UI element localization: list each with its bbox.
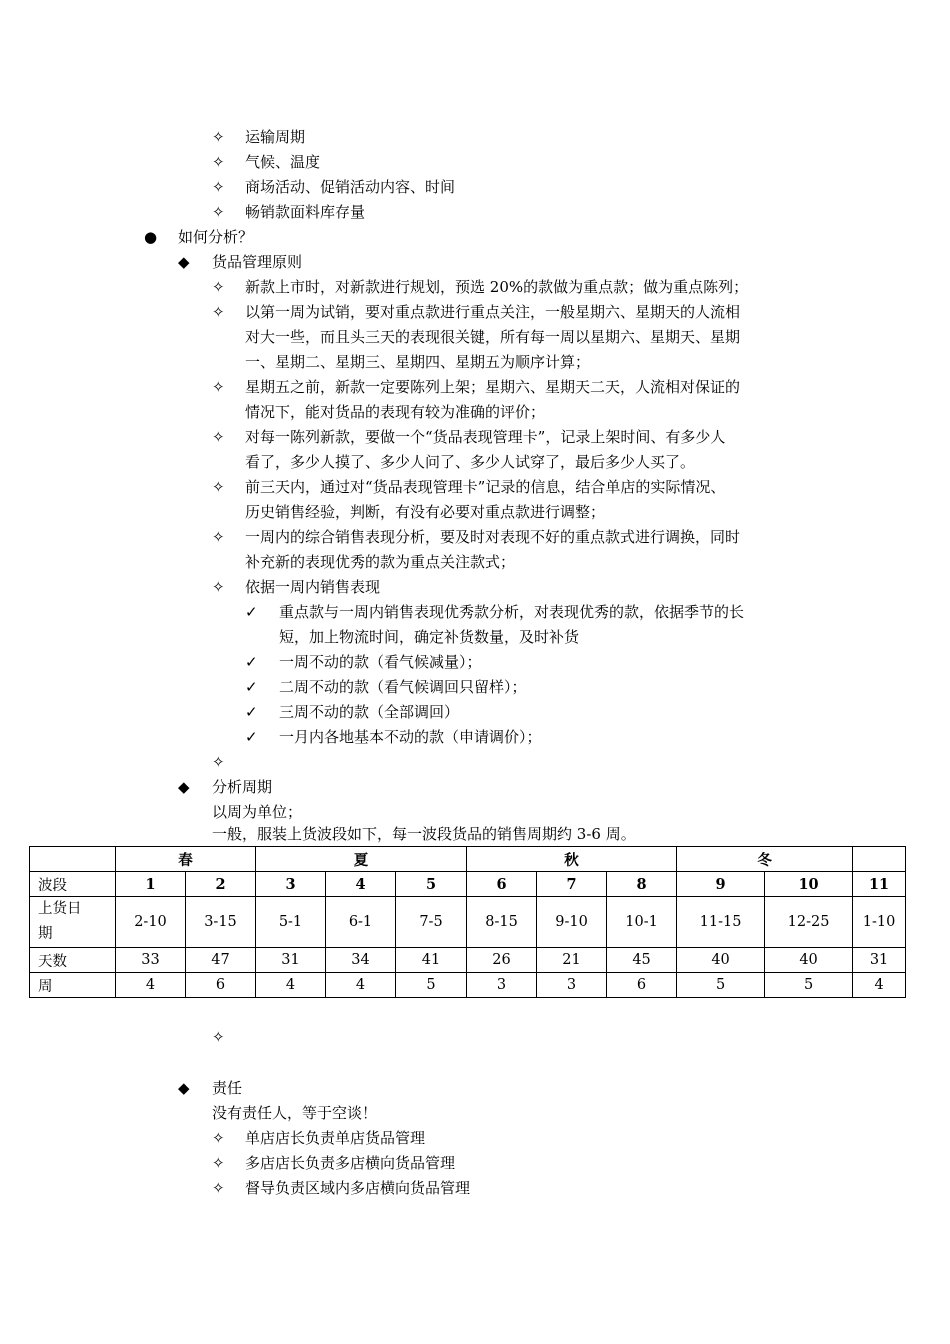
- table-cell-empty: [30, 847, 116, 872]
- row-label-days: 天数: [30, 948, 116, 973]
- circle-bullet-icon: ●: [144, 228, 158, 246]
- season-winter: 冬: [677, 847, 853, 872]
- diamond-bullet-icon: ◆: [178, 1079, 190, 1097]
- weeks-cell: 6: [607, 973, 677, 998]
- season-autumn: 秋: [467, 847, 677, 872]
- weeks-cell: 5: [396, 973, 467, 998]
- weeks-cell: 4: [853, 973, 906, 998]
- weeks-cell: 5: [677, 973, 765, 998]
- star-bullet-icon: ✧: [212, 178, 225, 196]
- days-cell: 40: [765, 948, 853, 973]
- season-spring: 春: [116, 847, 256, 872]
- date-cell: 3-15: [186, 897, 256, 948]
- wave-row: [30, 872, 906, 897]
- weeks-cell: 4: [326, 973, 396, 998]
- star-bullet-icon: ✧: [212, 753, 225, 771]
- star-bullet-icon: ✧: [212, 378, 225, 396]
- wave-cell: 7: [537, 872, 607, 897]
- wave-cell: 10: [765, 872, 853, 897]
- star-bullet-icon: ✧: [212, 278, 225, 296]
- date-cell: 8-15: [467, 897, 537, 948]
- star-bullet-icon: ✧: [212, 478, 225, 496]
- check-icon: ✓: [245, 653, 258, 671]
- wave-cell: 8: [607, 872, 677, 897]
- table-cell-empty: [853, 847, 906, 872]
- wave-cell: 1: [116, 872, 186, 897]
- wave-cell: 3: [256, 872, 326, 897]
- weeks-cell: 3: [537, 973, 607, 998]
- wave-cell: 4: [326, 872, 396, 897]
- row-label-weeks: 周: [30, 973, 116, 998]
- days-cell: 45: [607, 948, 677, 973]
- wave-cell: 11: [853, 872, 906, 897]
- star-bullet-icon: ✧: [212, 1028, 225, 1046]
- weeks-cell: 5: [765, 973, 853, 998]
- season-summer: 夏: [256, 847, 467, 872]
- diamond-bullet-icon: ◆: [178, 253, 190, 271]
- list-item-continuation: 历史销售经验，判断，有没有必要对重点款进行调整；: [245, 503, 606, 521]
- weeks-cell: 3: [467, 973, 537, 998]
- days-cell: 33: [116, 948, 186, 973]
- star-bullet-icon: ✧: [212, 528, 225, 546]
- row-label-wave: 波段: [30, 872, 116, 897]
- list-item-continuation: 看了，多少人摸了、多少人问了、多少人试穿了，最后多少人买了。: [245, 453, 696, 471]
- wave-cell: 9: [677, 872, 765, 897]
- check-icon: ✓: [245, 728, 258, 746]
- star-bullet-icon: ✧: [212, 1129, 225, 1147]
- date-cell: 10-1: [607, 897, 677, 948]
- days-cell: 21: [537, 948, 607, 973]
- days-cell: 31: [256, 948, 326, 973]
- star-bullet-icon: ✧: [212, 428, 225, 446]
- wave-cell: 2: [186, 872, 256, 897]
- star-bullet-icon: ✧: [212, 303, 225, 321]
- days-cell: 41: [396, 948, 467, 973]
- star-bullet-icon: ✧: [212, 1154, 225, 1172]
- days-cell: 31: [853, 948, 906, 973]
- list-item-continuation: 情况下，能对货品的表现有较为准确的评价；: [245, 403, 546, 421]
- check-icon: ✓: [245, 703, 258, 721]
- row-label-date: 上货日 期: [30, 897, 116, 948]
- date-cell: 11-15: [677, 897, 765, 948]
- wave-cell: 5: [396, 872, 467, 897]
- star-bullet-icon: ✧: [212, 578, 225, 596]
- date-cell: 5-1: [256, 897, 326, 948]
- days-row: [30, 948, 906, 973]
- star-bullet-icon: ✧: [212, 1179, 225, 1197]
- date-cell: 1-10: [853, 897, 906, 948]
- weeks-cell: 4: [116, 973, 186, 998]
- date-cell: 6-1: [326, 897, 396, 948]
- date-row: [30, 897, 906, 948]
- check-icon: ✓: [245, 678, 258, 696]
- check-item-continuation: 短，加上物流时间，确定补货数量，及时补货: [279, 628, 580, 646]
- list-item-continuation: 对大一些，而且头三天的表现很关键，所有每一周以星期六、星期天、星期: [245, 328, 741, 346]
- list-item-continuation: 一、星期二、星期三、星期四、星期五为顺序计算；: [245, 353, 591, 371]
- days-cell: 47: [186, 948, 256, 973]
- date-cell: 2-10: [116, 897, 186, 948]
- cycle-line-2: 一般，服装上货波段如下，每一波段货品的销售周期约 3-6 周。: [212, 825, 636, 843]
- wave-table: [29, 846, 906, 998]
- date-cell: 7-5: [396, 897, 467, 948]
- diamond-bullet-icon: ◆: [178, 778, 190, 796]
- days-cell: 40: [677, 948, 765, 973]
- date-cell: 9-10: [537, 897, 607, 948]
- weeks-cell: 4: [256, 973, 326, 998]
- star-bullet-icon: ✧: [212, 153, 225, 171]
- responsibility-line: 没有责任人，等于空谈！: [212, 1104, 378, 1122]
- cycle-line-1: 以周为单位；: [212, 803, 303, 821]
- star-bullet-icon: ✧: [212, 203, 225, 221]
- season-row: [30, 847, 906, 872]
- weeks-cell: 6: [186, 973, 256, 998]
- check-icon: ✓: [245, 603, 258, 621]
- days-cell: 34: [326, 948, 396, 973]
- wave-cell: 6: [467, 872, 537, 897]
- days-cell: 26: [467, 948, 537, 973]
- date-cell: 12-25: [765, 897, 853, 948]
- list-item-continuation: 补充新的表现优秀的款为重点关注款式；: [245, 553, 516, 571]
- weeks-row: [30, 973, 906, 998]
- star-bullet-icon: ✧: [212, 128, 225, 146]
